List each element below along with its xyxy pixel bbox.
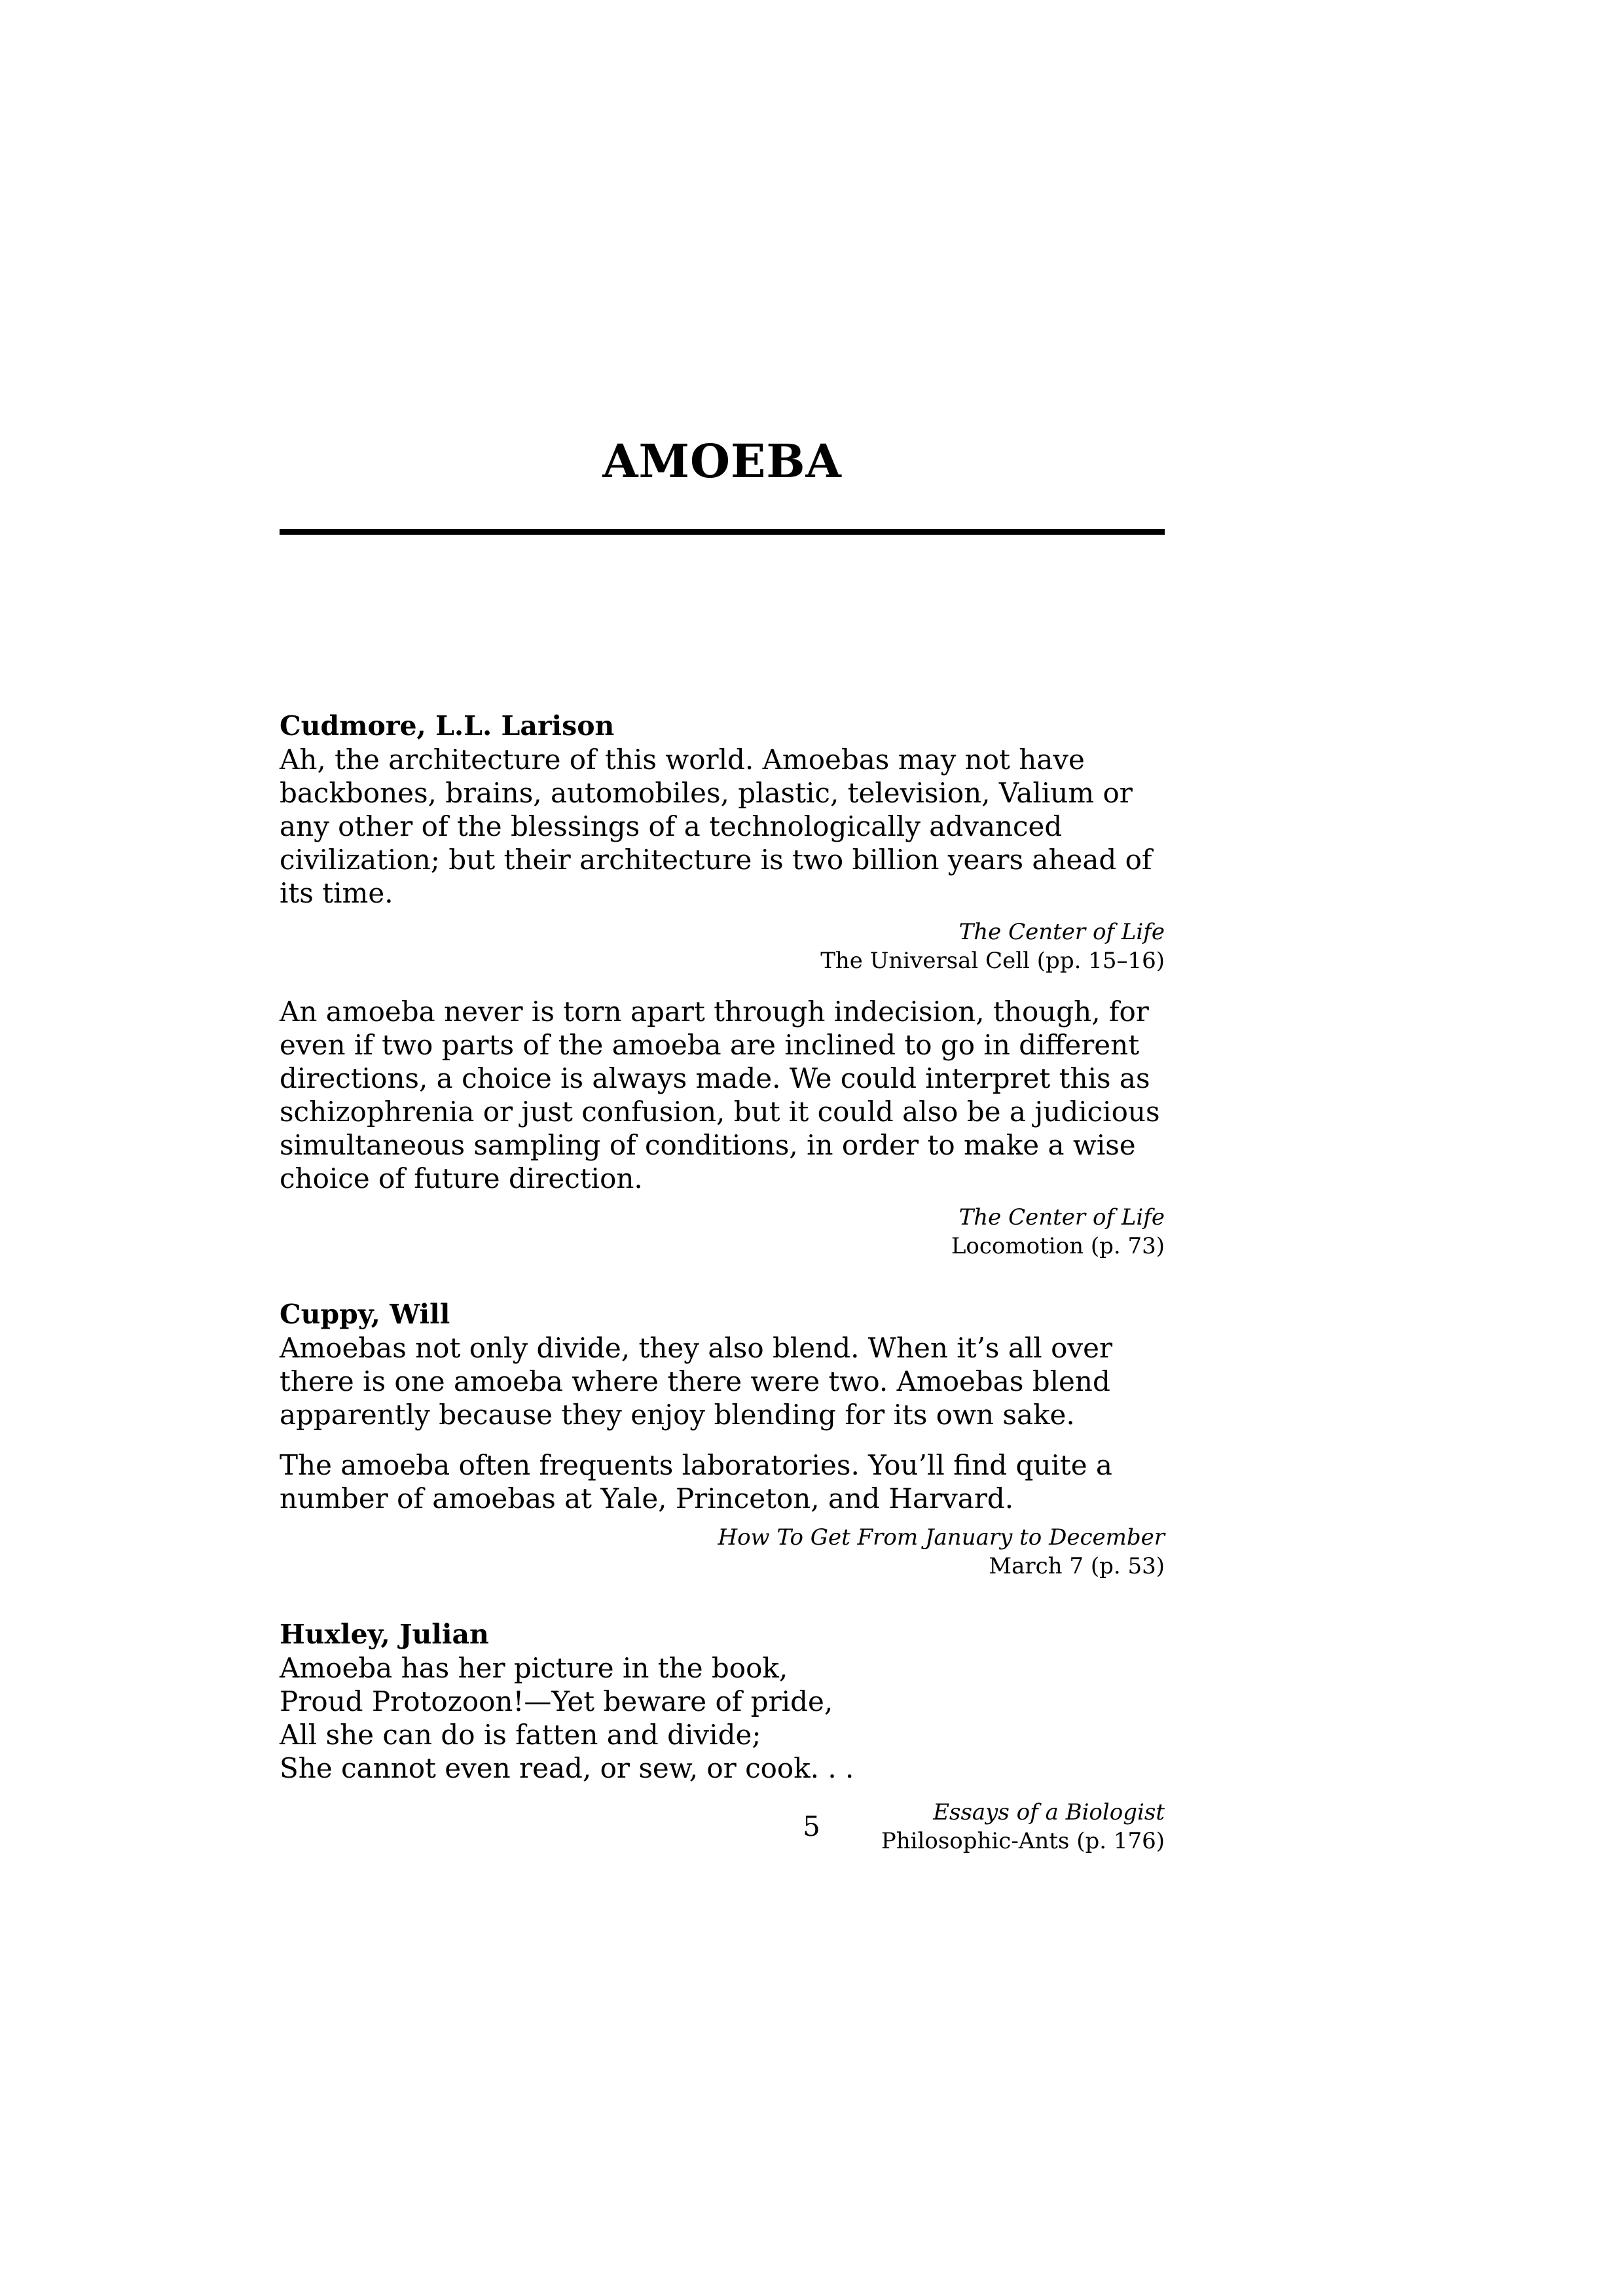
spacer — [280, 1581, 1165, 1617]
source-book-title: How To Get From January to December — [718, 1524, 1165, 1551]
source-chapter: Philosophic-Ants (p. 176) — [881, 1828, 1165, 1854]
quote-text: An amoeba never is torn apart through indecision, though, for even if two parts of the amoeba are inclined to go in different directions, a choice is always made. We could interpret this as schizophrenia or just confusion, but it could also be a judicious simultaneous sampling of conditions, in order to make a wise choice of future direction. — [280, 996, 1160, 1194]
entry-cudmore — [280, 709, 1165, 1261]
quote-source — [280, 1203, 1165, 1261]
source-book-title: The Center of Life — [958, 1204, 1165, 1230]
title-rule — [280, 529, 1165, 535]
source-chapter: The Universal Cell (pp. 15–16) — [820, 948, 1165, 974]
author-name: Huxley, Julian — [280, 1619, 489, 1650]
poem-line: Amoeba has her picture in the book, — [280, 1652, 788, 1684]
source-book-title: Essays of a Biologist — [933, 1799, 1165, 1825]
quote-source — [280, 918, 1165, 975]
author-name: Cuppy, Will — [280, 1299, 450, 1330]
entry-cuppy — [280, 1297, 1165, 1581]
source-chapter: March 7 (p. 53) — [989, 1553, 1165, 1579]
poem-line: All she can do is fatten and divide; — [280, 1719, 761, 1751]
entries-container — [280, 709, 1165, 1856]
author-name: Cudmore, L.L. Larison — [280, 710, 615, 742]
poem-line: She cannot even read, or sew, or cook. . . — [280, 1752, 854, 1784]
page-title: AMOEBA — [602, 434, 842, 488]
spacer — [280, 975, 1165, 995]
source-book-title: The Center of Life — [958, 919, 1165, 945]
spacer — [280, 1261, 1165, 1297]
quote-text: Amoebas not only divide, they also blend. When it’s all over there is one amoeba where there were two. Amoebas blend apparently because they enjoy blending for its own sake. — [280, 1332, 1113, 1431]
quote-text: The amoeba often frequents laboratories. You’ll find quite a number of amoebas at Yale, Princeton, and Harvard. — [280, 1449, 1112, 1515]
poem — [280, 1651, 1165, 1785]
source-chapter: Locomotion (p. 73) — [951, 1233, 1165, 1259]
page-number: 5 — [803, 1810, 820, 1842]
poem-line: Proud Protozoon!—Yet beware of pride, — [280, 1685, 833, 1717]
spacer — [280, 1431, 1165, 1448]
quote-text: Ah, the architecture of this world. Amoebas may not have backbones, brains, automobiles, plastic, television, Valium or any other of the blessings of a technologically advanced civilization; but their architecture is two billion years ahead of its time. — [280, 744, 1152, 909]
quote-source — [280, 1523, 1165, 1581]
